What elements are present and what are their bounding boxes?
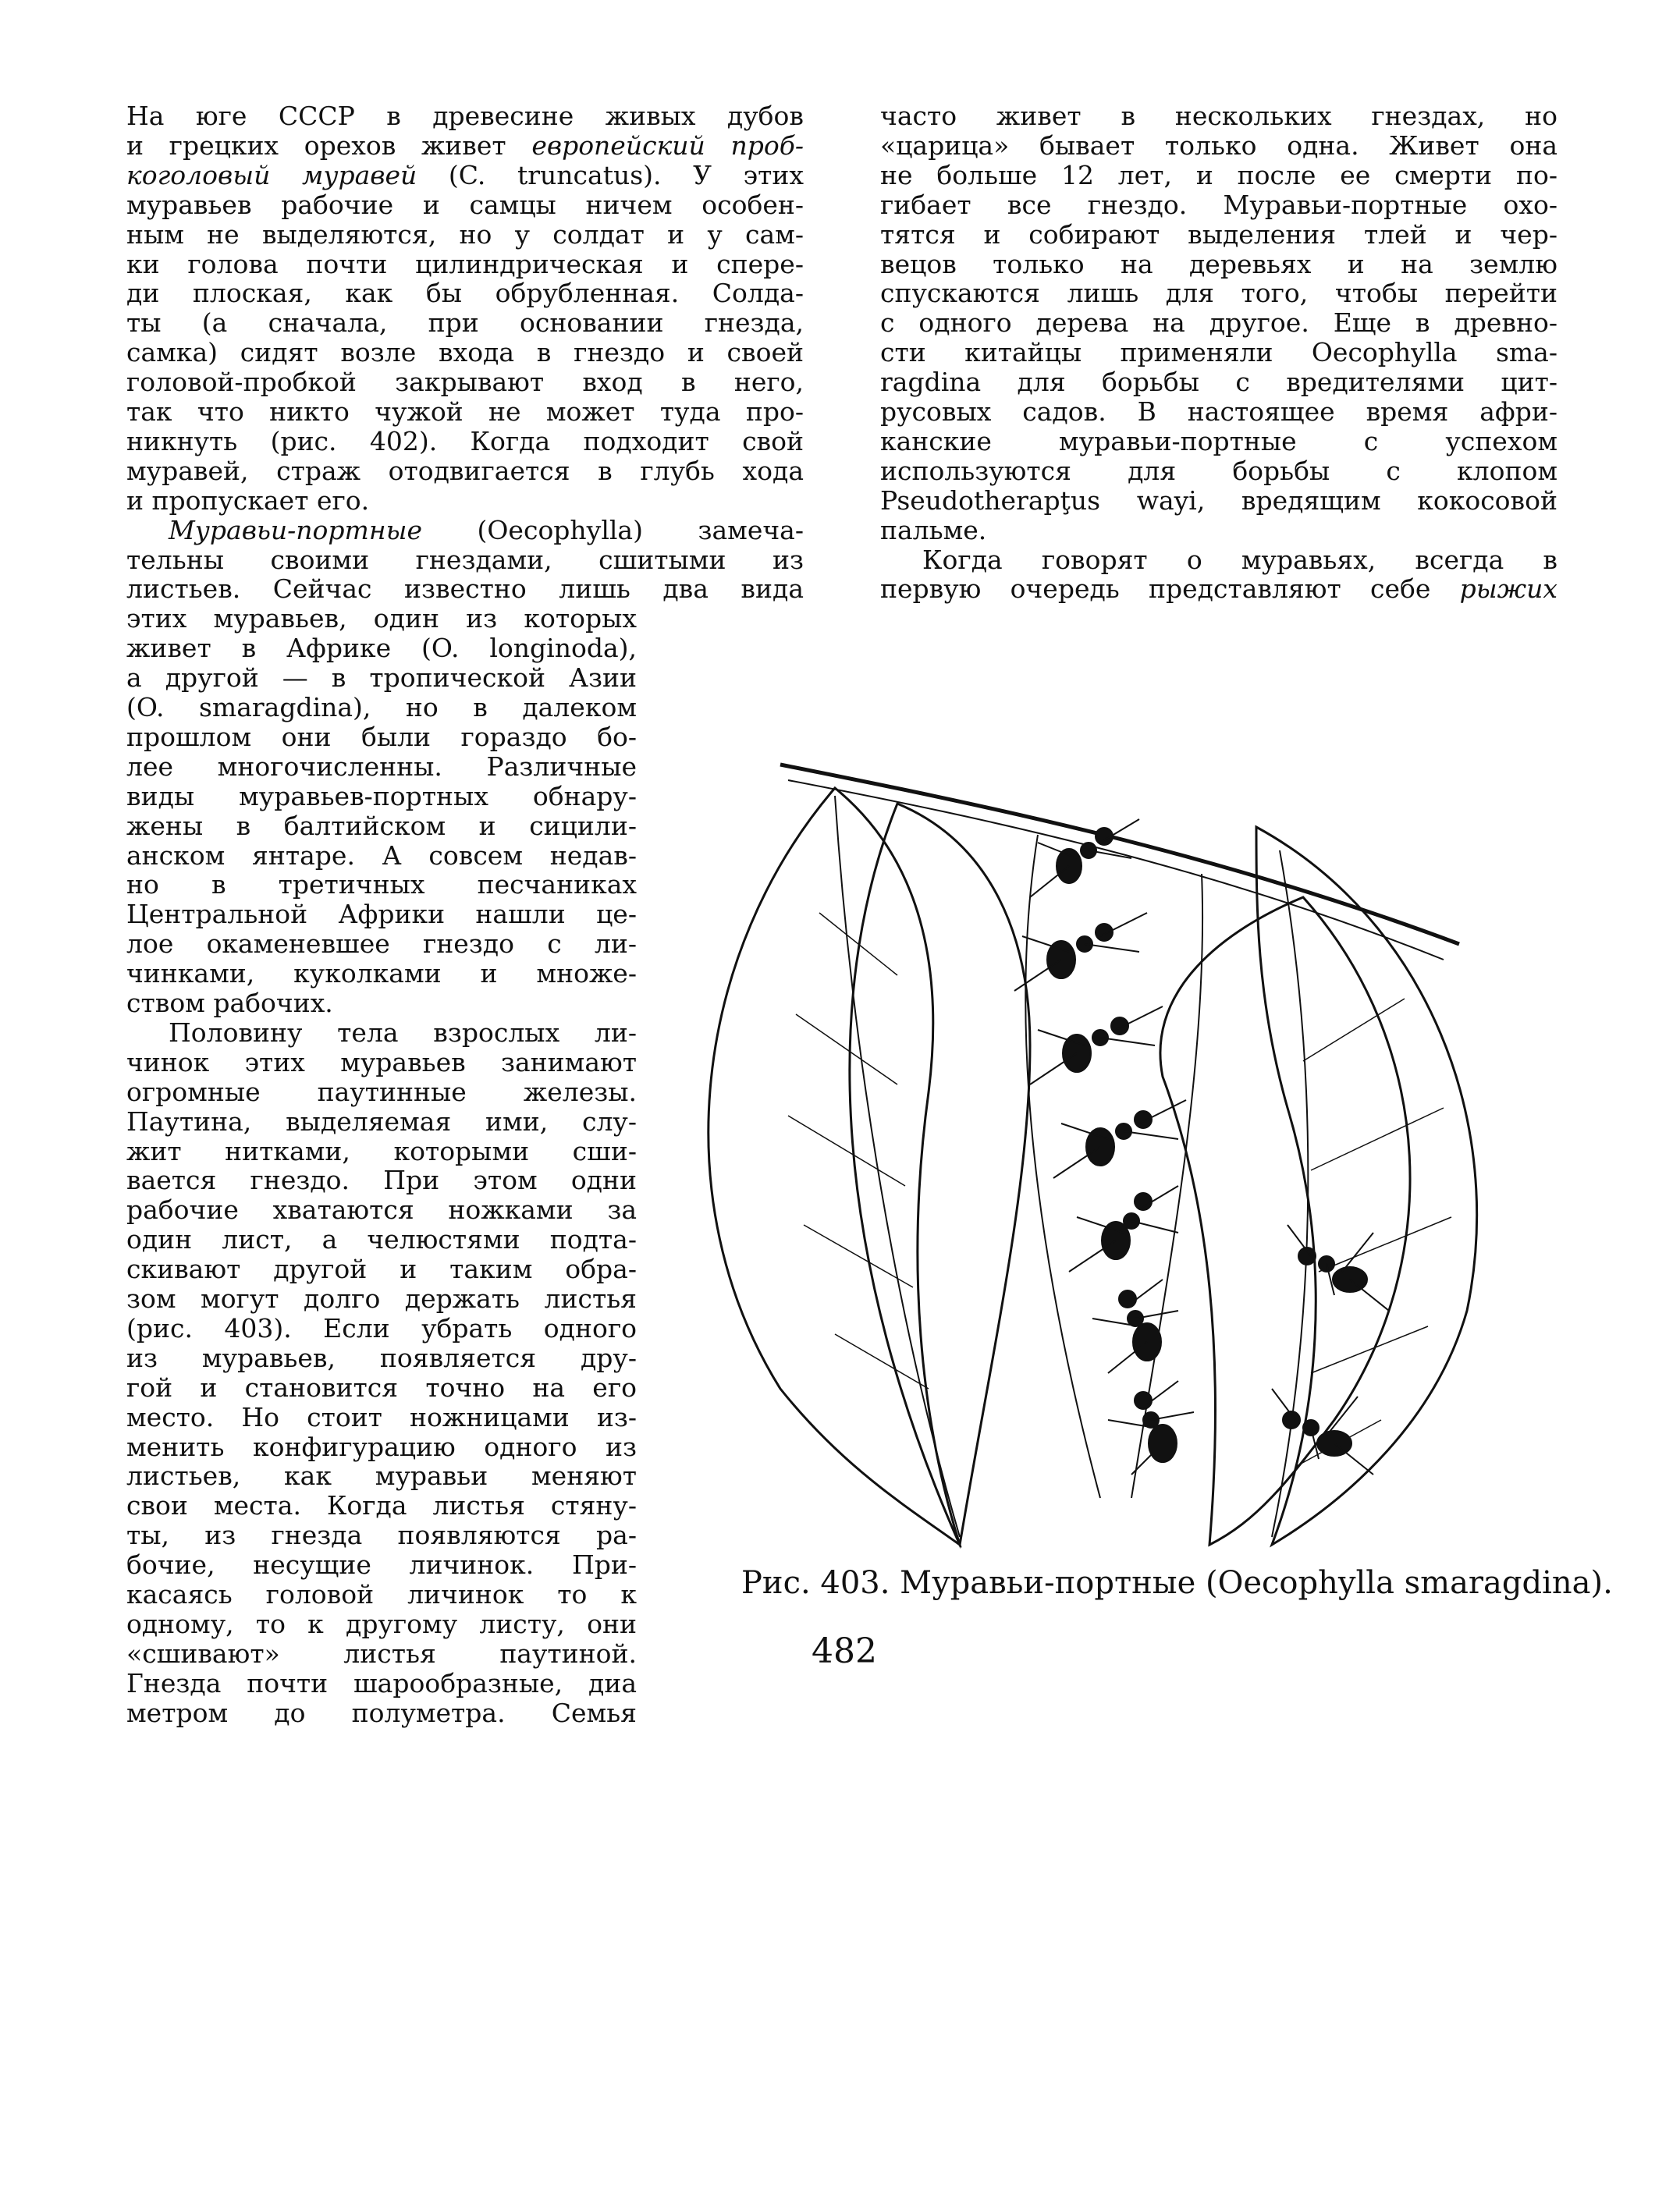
text-line: [126, 900, 637, 929]
text-run: Паутина, выделяемая ими, слу-: [126, 1106, 637, 1137]
text-run: сти китайцы применяли Oecophylla sma-: [880, 337, 1557, 368]
text-run: огромные паутинные железы.: [126, 1076, 637, 1107]
text-line: [880, 427, 1557, 456]
text-run: Половину тела взрослых ли-: [169, 1017, 637, 1048]
text-line: [126, 663, 637, 693]
text-line: [126, 1343, 637, 1373]
text-run: ты, из гнезда появляются ра-: [126, 1520, 637, 1551]
text-line: [126, 397, 804, 427]
text-line: [126, 1639, 637, 1669]
text-run: но в третичных песчаниках: [126, 869, 637, 900]
text-line: [126, 190, 804, 220]
text-line: [126, 811, 637, 841]
text-run: метром до полуметра. Семья: [126, 1697, 637, 1728]
text-line: [126, 131, 804, 161]
leaf-left-outer: [709, 788, 960, 1545]
text-line: [126, 574, 804, 604]
text-run: Центральной Африки нашли це-: [126, 899, 637, 930]
text-line: [126, 486, 804, 516]
text-line: [126, 722, 637, 752]
text-line: [126, 1432, 637, 1462]
text-run: чинками, куколками и множе-: [126, 958, 637, 989]
text-line: [126, 1225, 637, 1255]
text-run: «царица» бывает только одна. Живет она: [880, 130, 1557, 161]
text-run: используются для борьбы с клопом: [880, 455, 1557, 486]
leaf-left-inner: [850, 804, 1030, 1545]
text-line: [126, 427, 804, 456]
text-run: жены в балтийском и сицили-: [126, 810, 637, 841]
text-line: [126, 1669, 637, 1698]
text-run: скивают другой и таким обра-: [126, 1254, 637, 1285]
text-line: [126, 604, 637, 634]
text-line: [880, 516, 1557, 545]
text-line: [126, 752, 637, 782]
text-line: [126, 101, 804, 131]
text-line: [126, 929, 637, 959]
text-line: [126, 308, 804, 338]
text-run: канские муравьи-портные с успехом: [880, 425, 1557, 456]
text-line: [126, 161, 804, 190]
text-run: место. Но стоит ножницами из-: [126, 1401, 637, 1432]
text-run: (C. truncatus). У этих: [417, 159, 804, 190]
ant-9: [1272, 1389, 1373, 1475]
text-line: [126, 959, 637, 989]
ant-5: [1069, 1186, 1178, 1272]
text-run: анском янтаре. А совсем недав-: [126, 839, 637, 871]
text-run: ди плоская, как бы обрубленная. Солда-: [126, 278, 804, 309]
text-line: [880, 456, 1557, 486]
text-run: гой и становится точно на его: [126, 1372, 637, 1403]
italic-term: рыжих: [1459, 573, 1557, 605]
text-run: с одного дерева на другое. Еще в древно-: [880, 307, 1557, 339]
text-line: [880, 161, 1557, 190]
text-run: зом могут долго держать листья: [126, 1283, 637, 1314]
text-run: вецов только на деревьях и на землю: [880, 248, 1557, 279]
text-run: На юге СССР в древесине живых дубов: [126, 101, 804, 131]
page-number: 482: [812, 1631, 877, 1671]
text-run: ством рабочих.: [126, 988, 333, 1018]
text-line: [126, 1610, 637, 1639]
text-run: ки голова почти цилиндрическая и спере-: [126, 248, 804, 279]
text-run: часто живет в нескольких гнездах, но: [880, 101, 1557, 131]
text-line: [126, 1018, 637, 1048]
text-line: [126, 1461, 637, 1491]
text-run: бочие, несущие личинок. При-: [126, 1549, 637, 1581]
text-line: [880, 367, 1557, 397]
ant-2: [1014, 913, 1147, 991]
text-line: [126, 1403, 637, 1432]
text-line: [126, 367, 804, 397]
text-run: свои места. Когда листья стяну-: [126, 1490, 637, 1521]
text-run: жит нитками, которыми сши-: [126, 1135, 637, 1166]
text-run: этих муравьев, один из которых: [126, 603, 637, 634]
figure-403: [663, 718, 1522, 1553]
text-line: [880, 486, 1557, 516]
text-run: Pseudotherapţus wayi, вредящим кокосовой: [880, 484, 1557, 516]
text-run: спускаются лишь для того, чтобы перейти: [880, 278, 1557, 309]
text-line: [880, 131, 1557, 161]
text-line: [880, 279, 1557, 308]
text-run: Когда говорят о муравьях, всегда в: [922, 544, 1557, 575]
text-line: [880, 545, 1557, 575]
text-run: ты (а сначала, при основании гнезда,: [126, 307, 804, 339]
text-run: головой-пробкой закрывают вход в него,: [126, 367, 804, 398]
text-line: [126, 1491, 637, 1521]
text-run: (рис. 403). Если убрать одного: [126, 1312, 637, 1343]
text-run: Гнезда почти шарообразные, диа: [126, 1667, 637, 1698]
ant-8: [1288, 1225, 1389, 1311]
text-line: [126, 220, 804, 250]
text-line: [126, 1580, 637, 1610]
text-run: живет в Африке (O. longinoda),: [126, 633, 637, 664]
text-line: [126, 1048, 637, 1077]
text-line: [880, 338, 1557, 367]
text-line: [880, 220, 1557, 250]
text-run: и пропускает его.: [126, 484, 370, 516]
text-run: никнуть (рис. 402). Когда подходит свой: [126, 425, 804, 456]
ant-7: [1108, 1381, 1194, 1475]
text-line: [126, 870, 637, 900]
text-line: [126, 1255, 637, 1284]
text-line: [126, 1107, 637, 1137]
ant-4: [1053, 1100, 1186, 1178]
text-line: [880, 101, 1557, 131]
text-run: листьев. Сейчас известно лишь два вида: [126, 573, 804, 605]
text-run: лее многочисленны. Различные: [126, 751, 637, 782]
text-line: [880, 250, 1557, 279]
text-line: [126, 1284, 637, 1314]
text-line: [880, 190, 1557, 220]
text-run: «сшивают» листья паутиной.: [126, 1638, 637, 1669]
text-run: гибает все гнездо. Муравьи-портные охо-: [880, 189, 1557, 220]
text-run: тельны своими гнездами, сшитыми из: [126, 544, 804, 575]
text-line: [126, 989, 637, 1018]
text-run: листьев, как муравьи меняют: [126, 1461, 637, 1492]
text-run: чинок этих муравьев занимают: [126, 1046, 637, 1077]
text-line: [880, 574, 1557, 604]
text-run: муравьев рабочие и самцы ничем особен-: [126, 189, 804, 220]
text-line: [126, 250, 804, 279]
text-run: так что никто чужой не может туда про-: [126, 396, 804, 427]
text-run: касаясь головой личинок то к: [126, 1579, 637, 1610]
text-line: [126, 1521, 637, 1550]
text-run: муравей, страж отодвигается в глубь хода: [126, 455, 804, 486]
text-run: ragdina для борьбы с вредителями цит-: [880, 367, 1557, 398]
text-run: ным не выделяются, но у солдат и у сам-: [126, 218, 804, 250]
text-line: [126, 1077, 637, 1107]
text-run: вается гнездо. При этом одни: [126, 1165, 637, 1196]
text-run: а другой — в тропической Азии: [126, 662, 637, 694]
text-line: [126, 1373, 637, 1403]
text-run: (Oecophylla) замеча-: [422, 514, 804, 545]
text-line: [126, 1137, 637, 1166]
figure-caption: Рис. 403. Муравьи-портные (Oecophylla smaragdina).: [741, 1565, 1613, 1601]
italic-term: коголовый муравей: [126, 159, 417, 190]
text-line: [126, 279, 804, 308]
text-line: [126, 1166, 637, 1195]
weaver-ant-nest-illustration: [663, 718, 1522, 1553]
italic-term: европейский проб-: [531, 130, 804, 161]
text-run: рабочие хватаются ножками за: [126, 1194, 637, 1226]
ant-3: [1030, 1006, 1163, 1084]
text-line: [880, 397, 1557, 427]
text-run: и грецких орехов живет: [126, 130, 532, 161]
text-run: первую очередь представляют себе: [880, 573, 1460, 605]
text-line: [126, 693, 637, 722]
text-line: [126, 1195, 637, 1225]
text-run: самка) сидят возле входа в гнездо и своей: [126, 337, 804, 368]
text-run: тятся и собирают выделения тлей и чер-: [880, 218, 1557, 250]
text-line: [126, 516, 804, 545]
italic-term: Муравьи-портные: [169, 514, 422, 545]
text-run: один лист, а челюстями подта-: [126, 1224, 637, 1255]
text-run: пальме.: [880, 514, 987, 545]
text-run: лое окаменевшее гнездо с ли-: [126, 928, 637, 960]
text-run: одному, то к другому листу, они: [126, 1608, 637, 1639]
text-run: виды муравьев-портных обнару-: [126, 780, 637, 811]
text-run: менить конфигурацию одного из: [126, 1431, 637, 1462]
text-run: (O. smaragdina), но в далеком: [126, 692, 637, 722]
leaf-right-inner: [1160, 897, 1410, 1545]
text-line: [126, 545, 804, 575]
text-line: [126, 1314, 637, 1343]
text-line: [126, 456, 804, 486]
text-line: [126, 338, 804, 367]
text-line: [126, 634, 637, 663]
text-run: прошлом они были гораздо бо-: [126, 721, 637, 752]
text-run: не больше 12 лет, и после ее смерти по-: [880, 159, 1557, 190]
text-line: [126, 782, 637, 811]
text-run: из муравьев, появляется дру-: [126, 1342, 637, 1373]
text-line: [880, 308, 1557, 338]
text-line: [126, 1550, 637, 1580]
text-line: [126, 841, 637, 871]
text-run: русовых садов. В настоящее время афри-: [880, 396, 1557, 427]
text-line: [126, 1698, 637, 1728]
